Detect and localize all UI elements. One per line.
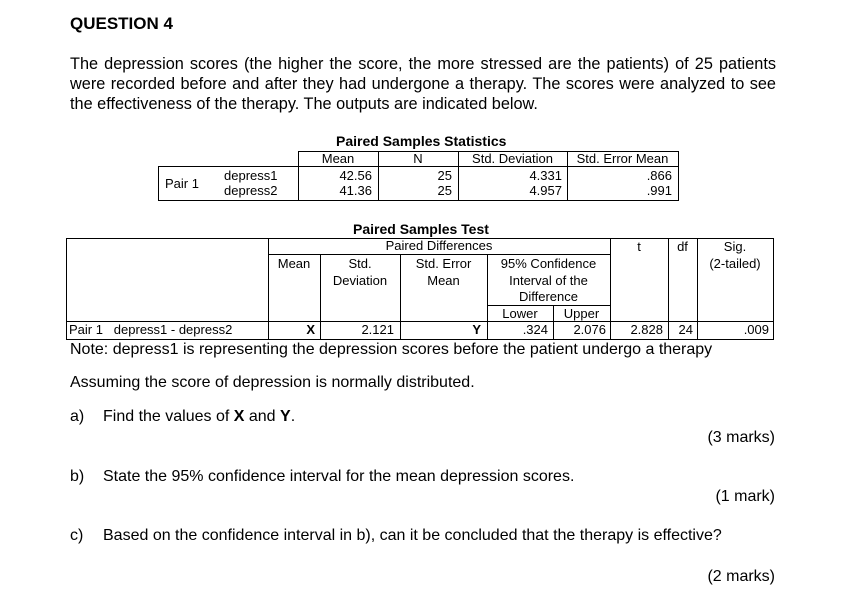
test-table-caption: Paired Samples Test bbox=[353, 221, 489, 237]
stats-row-name: depress2 bbox=[224, 183, 278, 198]
stats-bottom-border bbox=[158, 200, 679, 201]
stats-cell-mean: 41.36 bbox=[339, 183, 372, 198]
test-cell-mean-x: X bbox=[306, 322, 315, 337]
part-a-text: Find the values of bbox=[103, 408, 234, 425]
stats-cell-se: .991 bbox=[646, 183, 672, 198]
test-header-df: df bbox=[677, 239, 688, 254]
test-header-lower: Lower bbox=[502, 306, 538, 321]
stats-header-std-error-mean: Std. Error Mean bbox=[576, 151, 669, 166]
part-a-end: . bbox=[290, 408, 296, 425]
part-b-marks: (1 mark) bbox=[715, 488, 775, 505]
part-b-letter: b) bbox=[70, 468, 85, 485]
part-c-letter: c) bbox=[70, 527, 84, 544]
stats-cell-mean: 42.56 bbox=[339, 168, 372, 183]
test-cell-se-y: Y bbox=[472, 322, 481, 337]
test-header-ci-interval: Interval of the bbox=[509, 273, 588, 288]
stats-table-caption: Paired Samples Statistics bbox=[336, 133, 507, 149]
stats-row-name: depress1 bbox=[224, 168, 278, 183]
part-c-marks: (2 marks) bbox=[707, 568, 775, 585]
stats-cell-sd: 4.331 bbox=[529, 168, 562, 183]
test-cell-lower: .324 bbox=[522, 322, 548, 337]
test-right-border bbox=[773, 238, 774, 340]
stats-cell-n: 25 bbox=[437, 168, 452, 183]
part-b-question: State the 95% confidence interval for the mean depression scores. bbox=[103, 468, 575, 485]
part-a-question bbox=[103, 408, 295, 426]
stats-header-bottom-border bbox=[158, 166, 679, 167]
part-a-y: Y bbox=[280, 408, 291, 425]
stats-cell-n: 25 bbox=[437, 183, 452, 198]
part-a-letter: a) bbox=[70, 408, 85, 425]
test-header-std: Std. bbox=[348, 256, 372, 271]
test-cell-t: 2.828 bbox=[630, 322, 663, 337]
stats-pair-label: Pair 1 bbox=[165, 176, 199, 191]
part-a-and: and bbox=[244, 408, 281, 425]
test-header-sig: Sig. bbox=[723, 239, 747, 254]
test-header-ci: 95% Confidence bbox=[500, 256, 597, 271]
test-header-mean: Mean bbox=[277, 256, 311, 271]
stats-right-border bbox=[678, 151, 679, 201]
stats-header-n: N bbox=[413, 151, 423, 166]
test-cell-df: 24 bbox=[678, 322, 693, 337]
test-header-ci-difference: Difference bbox=[518, 289, 578, 304]
question-intro: The depression scores (the higher the score, the more stressed are the patients) of 25 patients were recorded before and after they had undergone a therapy. The scores were analyzed to see the effectiveness of the therapy. The outputs are indicated below. bbox=[70, 55, 776, 113]
part-c-question: Based on the confidence interval in b), can it be concluded that the therapy is effective? bbox=[103, 527, 722, 544]
test-header-upper: Upper bbox=[563, 306, 600, 321]
stats-cell-se: .866 bbox=[646, 168, 672, 183]
test-header-t: t bbox=[637, 239, 641, 254]
test-group-header: Paired Differences bbox=[385, 238, 493, 253]
stats-header-std-deviation: Std. Deviation bbox=[472, 151, 553, 166]
stats-cell-sd: 4.957 bbox=[529, 183, 562, 198]
test-header-std-error: Std. Error bbox=[415, 256, 472, 271]
part-a-x: X bbox=[233, 408, 245, 425]
question-title: QUESTION 4 bbox=[70, 14, 173, 33]
test-cell-upper: 2.076 bbox=[573, 322, 606, 337]
part-a-marks: (3 marks) bbox=[707, 429, 775, 446]
test-left-border bbox=[66, 238, 67, 340]
test-header-deviation: Deviation bbox=[332, 273, 388, 288]
test-row-label: Pair 1 depress1 - depress2 bbox=[69, 322, 233, 337]
test-header-two-tailed: (2-tailed) bbox=[709, 256, 761, 271]
stats-left-border bbox=[158, 166, 159, 201]
test-cell-sig: .009 bbox=[743, 322, 769, 337]
table-note: Note: depress1 is representing the depression scores before the patient undergo a therapy bbox=[70, 341, 713, 358]
normality-assumption: Assuming the score of depression is normally distributed. bbox=[70, 374, 475, 391]
stats-header-mean: Mean bbox=[321, 151, 355, 166]
test-cell-sd: 2.121 bbox=[361, 322, 394, 337]
test-header-std-error-mean: Mean bbox=[427, 273, 460, 288]
